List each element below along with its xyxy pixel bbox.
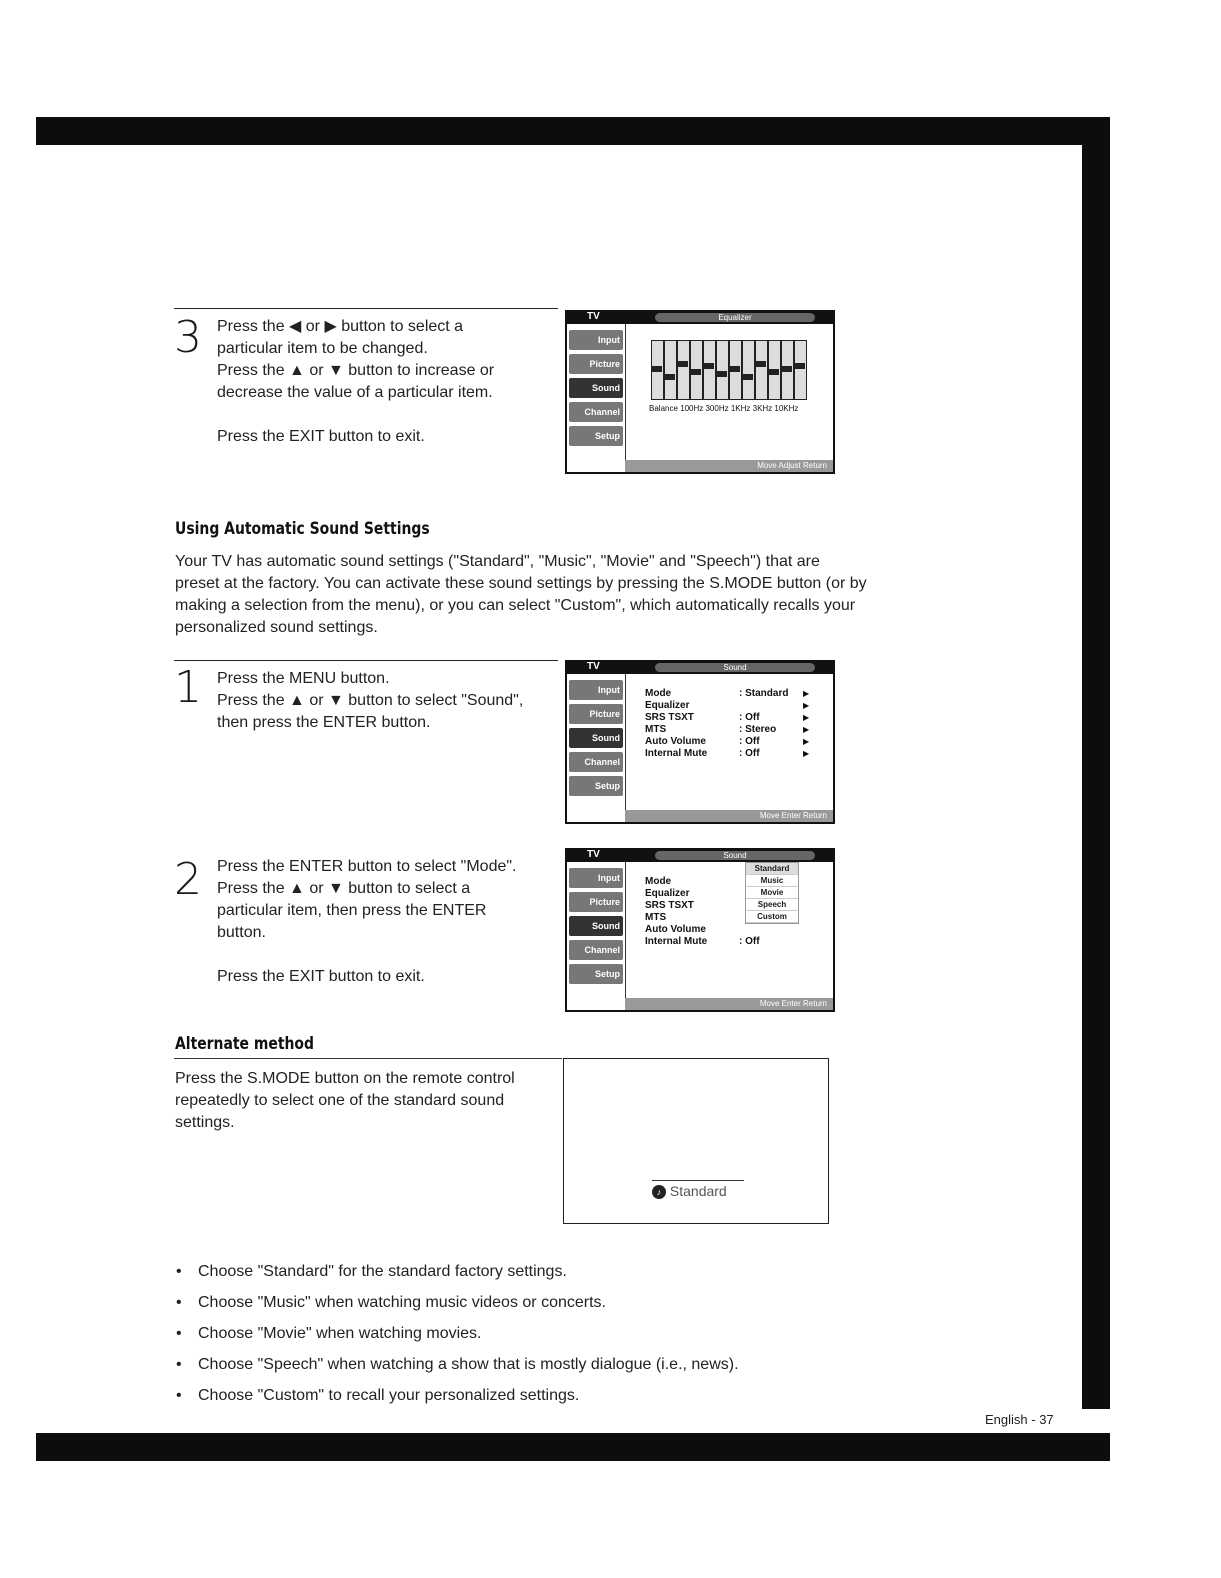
osd-menu-row: Auto Volume: [645, 924, 706, 935]
eq-slider-knob: [755, 361, 766, 367]
eq-slider-bar: [664, 340, 677, 400]
step3-line: Press the ◀ or ▶ button to select a: [217, 318, 464, 335]
osd-menu-row: MTS: [645, 912, 667, 923]
step3-rule: [174, 308, 558, 309]
eq-slider-bar: [690, 340, 703, 400]
mode-options-popup: [745, 862, 799, 924]
alternate-line: repeatedly to select one of the standard sound: [175, 1092, 505, 1109]
osd-side-item-input: Input: [569, 330, 623, 350]
step3-line: Press the ▲ or ▼ button to increase or: [217, 362, 495, 379]
eq-slider-bar: [677, 340, 690, 400]
bullet-item: • Choose "Music" when watching music videos or concerts.: [176, 1287, 739, 1318]
eq-slider-knob: [690, 369, 701, 375]
eq-band-labels: Balance 100Hz 300Hz 1KHz 3KHz 10KHz: [649, 404, 799, 413]
osd-menu-row: Mode : Standard ▶: [645, 688, 813, 700]
bullet-list: [176, 1256, 739, 1411]
top-black-bar: [36, 117, 1110, 145]
osd-menu-row: Mode: [645, 876, 672, 887]
osd-side-item-input: Input: [569, 868, 623, 888]
alternate-rule: [174, 1058, 562, 1059]
step2-number: 2: [174, 854, 202, 905]
step2-line: button.: [217, 924, 266, 941]
osd-footer: Move Adjust Return: [625, 460, 833, 472]
osd-tv-label: TV: [587, 661, 600, 672]
osd-side-menu: [567, 674, 626, 822]
osd-title: Equalizer: [655, 313, 815, 322]
eq-slider-knob: [794, 363, 805, 369]
mode-option: Movie: [746, 887, 798, 899]
step1-line: Press the ▲ or ▼ button to select "Sound",: [217, 692, 524, 709]
osd-menu-row: SRS TSXT : Off ▶: [645, 712, 813, 724]
step2-line: particular item, then press the ENTER: [217, 902, 487, 919]
page-number: English - 37: [985, 1412, 1054, 1427]
bullet-item: • Choose "Movie" when watching movies.: [176, 1318, 739, 1349]
step2-line: Press the ENTER button to select "Mode".: [217, 858, 517, 875]
smode-display-rule: [652, 1180, 744, 1181]
step1-line: Press the MENU button.: [217, 670, 390, 687]
arrow-right-icon: ▶: [803, 713, 810, 722]
osd-side-item-picture: Picture: [569, 892, 623, 912]
eq-slider-knob: [703, 363, 714, 369]
arrow-right-icon: ▶: [803, 725, 810, 734]
step3-number: 3: [174, 312, 202, 363]
arrow-right-icon: ▶: [803, 749, 810, 758]
step3-line: particular item to be changed.: [217, 340, 428, 357]
osd-menu-row: Auto Volume : Off ▶: [645, 736, 813, 748]
eq-slider-bar: [729, 340, 742, 400]
sound-icon: ♪: [652, 1185, 666, 1199]
osd-sound-menu-screenshot: [565, 660, 835, 824]
osd-side-item-sound: Sound: [569, 916, 623, 936]
osd-side-item-channel: Channel: [569, 752, 623, 772]
eq-slider-bar: [703, 340, 716, 400]
osd-side-item-sound: Sound: [569, 378, 623, 398]
bullet-item: • Choose "Speech" when watching a show that is mostly dialogue (i.e., news).: [176, 1349, 739, 1380]
step1-rule: [174, 660, 558, 661]
bullet-item: • Choose "Custom" to recall your personalized settings.: [176, 1380, 739, 1411]
osd-side-item-setup: Setup: [569, 776, 623, 796]
bottom-black-bar: [36, 1433, 1110, 1461]
osd-side-menu: [567, 862, 626, 1010]
osd-side-item-channel: Channel: [569, 402, 623, 422]
eq-slider-knob: [768, 369, 779, 375]
step1-number: 1: [174, 662, 202, 713]
step2-line: Press the ▲ or ▼ button to select a: [217, 880, 471, 897]
mode-option: Custom: [746, 911, 798, 923]
section-paragraph-line: making a selection from the menu), or you can select "Custom", which automatically recalls your: [175, 597, 856, 614]
step3-text: [217, 316, 557, 448]
osd-menu-row: Equalizer ▶: [645, 700, 813, 712]
arrow-right-icon: ▶: [803, 737, 810, 746]
osd-tv-label: TV: [587, 311, 600, 322]
eq-slider-bar: [794, 340, 807, 400]
eq-slider-knob: [651, 366, 662, 372]
osd-tv-label: TV: [587, 849, 600, 860]
osd-side-item-sound: Sound: [569, 728, 623, 748]
eq-slider-knob: [742, 374, 753, 380]
osd-menu-row: Internal Mute : Off: [645, 936, 760, 947]
alternate-line: settings.: [175, 1114, 235, 1131]
section-paragraph-line: personalized sound settings.: [175, 619, 378, 636]
eq-slider-knob: [664, 374, 675, 380]
section-paragraph-line: Your TV has automatic sound settings ("Standard", "Music", "Movie" and "Speech") that are: [175, 553, 820, 570]
osd-side-menu: [567, 324, 626, 472]
eq-slider-knob: [729, 366, 740, 372]
eq-slider-bar: [716, 340, 729, 400]
osd-menu-row: Internal Mute : Off ▶: [645, 748, 813, 760]
osd-side-item-input: Input: [569, 680, 623, 700]
smode-display: [652, 1183, 727, 1199]
mode-option: Speech: [746, 899, 798, 911]
alternate-line: Press the S.MODE button on the remote control: [175, 1070, 515, 1087]
osd-side-item-picture: Picture: [569, 354, 623, 374]
osd-title: Sound: [655, 663, 815, 672]
eq-slider-bar: [781, 340, 794, 400]
eq-slider-bar: [768, 340, 781, 400]
step2-text: [217, 856, 562, 988]
osd-side-item-channel: Channel: [569, 940, 623, 960]
right-black-tab: [1082, 117, 1110, 1409]
osd-menu-row: Equalizer: [645, 888, 690, 899]
osd-side-item-picture: Picture: [569, 704, 623, 724]
osd-equalizer-screenshot: [565, 310, 835, 474]
eq-slider-knob: [716, 371, 727, 377]
eq-slider-bar: [651, 340, 664, 400]
step3-exit: Press the EXIT button to exit.: [217, 428, 425, 445]
osd-footer: Move Enter Return: [625, 810, 833, 822]
eq-slider-knob: [677, 361, 688, 367]
osd-title: Sound: [655, 851, 815, 860]
step3-line: decrease the value of a particular item.: [217, 384, 493, 401]
arrow-right-icon: ▶: [803, 689, 810, 698]
smode-display-value: Standard: [669, 1183, 727, 1199]
step1-line: then press the ENTER button.: [217, 714, 431, 731]
osd-sound-list: [645, 688, 813, 760]
alternate-heading: Alternate method: [175, 1034, 314, 1054]
mode-option: Standard: [746, 863, 798, 875]
osd-footer: Move Enter Return: [625, 998, 833, 1010]
osd-menu-row: MTS : Stereo ▶: [645, 724, 813, 736]
arrow-right-icon: ▶: [803, 701, 810, 710]
osd-menu-row: SRS TSXT: [645, 900, 694, 911]
section-paragraph-line: preset at the factory. You can activate these sound settings by pressing the S.MODE button (or by: [175, 575, 867, 592]
eq-slider-bar: [742, 340, 755, 400]
mode-option: Music: [746, 875, 798, 887]
alternate-text: [175, 1068, 565, 1134]
eq-slider-knob: [781, 366, 792, 372]
step2-exit: Press the EXIT button to exit.: [217, 968, 425, 985]
section-heading: Using Automatic Sound Settings: [175, 519, 430, 539]
eq-slider-bar: [755, 340, 768, 400]
osd-side-item-setup: Setup: [569, 426, 623, 446]
step1-text: [217, 668, 567, 734]
section-paragraph: [175, 551, 995, 639]
osd-side-item-setup: Setup: [569, 964, 623, 984]
bullet-item: • Choose "Standard" for the standard factory settings.: [176, 1256, 739, 1287]
eq-sliders: [651, 340, 805, 400]
osd-mode-menu-screenshot: [565, 848, 835, 1012]
